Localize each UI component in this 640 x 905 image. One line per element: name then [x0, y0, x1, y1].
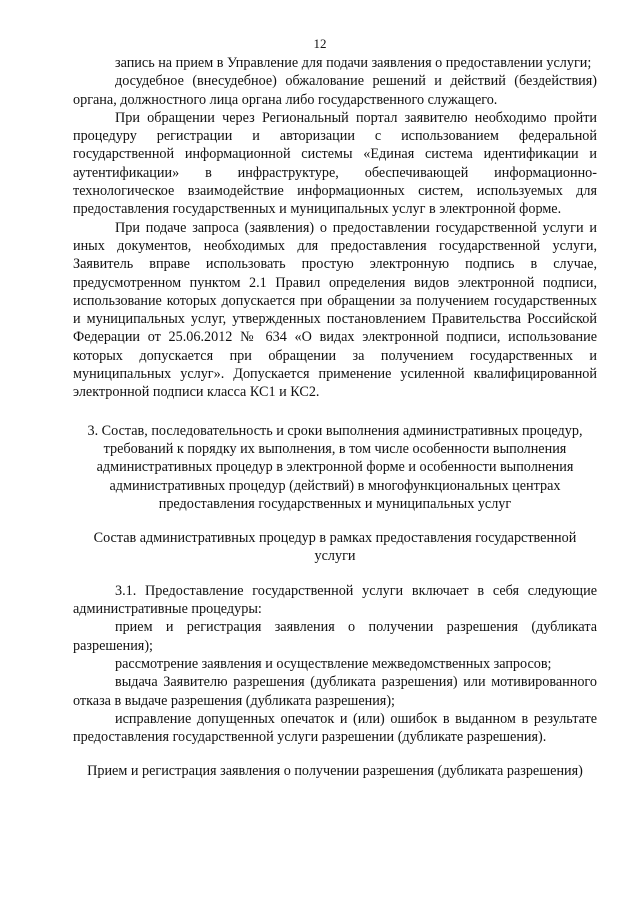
paragraph-electronic-signature: При подаче запроса (заявления) о предоставлении государственной услуги и иных документов, необходимых для предоставления государственной услуги, Заявитель вправе использовать простую электронную подпись в случае, предусмотренном пунктом 2.1 Правил определения видов электронной подписи, использование которых допускается при обращении за получением государственных и муниципальных услуг, утвержденных постановлением Правительства Российской Федерации от 25.06.2012 № 634 «О видах электронной подписи, использование которых допускается при обращении за получением государственных и муниципальных услуг». Допускается применение усиленной квалифицированной электронной подписи класса КС1 и КС2. — [73, 219, 597, 401]
list-item-review: рассмотрение заявления и осуществление межведомственных запросов; — [115, 655, 552, 672]
spacer — [73, 566, 597, 582]
list-item-issuance: выдача Заявителю разрешения (дубликата разрешения) или мотивированного отказа в выдаче разрешения (дубликата разрешения); — [73, 674, 597, 709]
spacer — [73, 402, 597, 422]
paragraph-appeal: досудебное (внесудебное) обжалование решений и действий (бездействия) органа, должностного лица органа либо государственного служащего. — [73, 73, 597, 108]
list-item-corrections: исправление допущенных опечаток и (или) ошибок в выданном в результате предоставления государственной услуги разрешении (дубликате разрешения). — [73, 710, 597, 746]
subheading-procedures: Состав административных процедур в рамках предоставления государственной услуги — [93, 530, 577, 565]
section-heading: 3. Состав, последовательность и сроки выполнения административных процедур, требований к порядку их выполнения, в том числе особенности выполнения административных процедур в электронной форме и особенности выполнения административных процедур (действий) в многофункциональных центрах предоставления государственных и муниципальных услуг — [87, 422, 583, 512]
subheading-reception: Прием и регистрация заявления о получении разрешения (дубликата разрешения) — [87, 763, 583, 780]
spacer — [73, 746, 597, 762]
list-item-reception: прием и регистрация заявления о получении разрешения (дубликата разрешения); — [73, 619, 597, 654]
document-body — [73, 54, 597, 781]
paragraph-appointment: запись на прием в Управление для подачи заявления о предоставлении услуги; — [115, 55, 592, 71]
page-number: 12 — [313, 36, 327, 51]
paragraph-3-1: 3.1. Предоставление государственной услуги включает в себя следующие административные процедуры: — [73, 582, 597, 618]
paragraph-portal-registration: При обращении через Региональный портал заявителю необходимо пройти процедуру регистрации и авторизации с использованием федеральной государственной информационной системы «Единая система идентификации и аутентификации» в инфраструктуре, обеспечивающей информационно-технологическое взаимодействие информационных систем, используемых для предоставления государственных и муниципальных услуг в электронной форме. — [73, 109, 597, 218]
spacer — [73, 513, 597, 529]
